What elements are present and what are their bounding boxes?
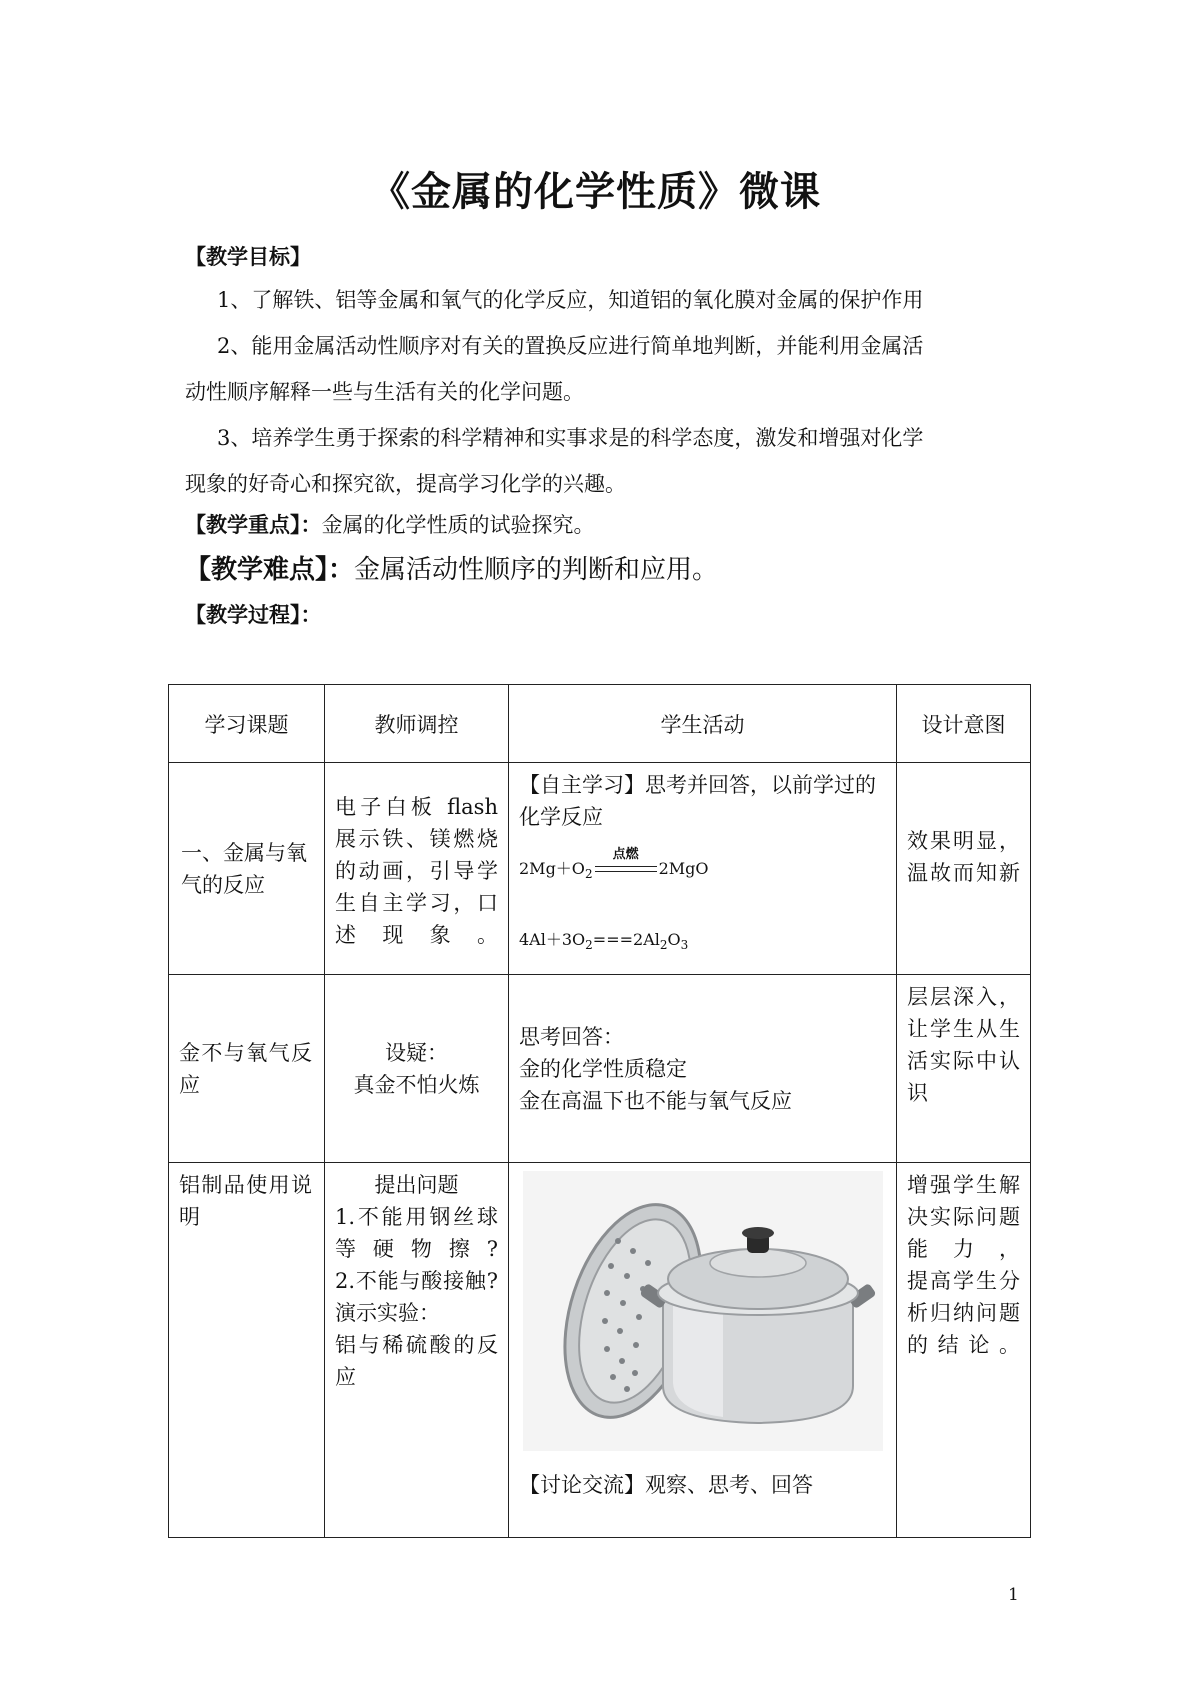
row2-student-cell — [509, 975, 897, 1163]
reaction-condition-sign: 点燃 — [595, 863, 657, 877]
table-row-aluminum — [169, 1163, 1031, 1538]
row2-topic-cell — [169, 975, 325, 1163]
row3-student-cell — [509, 1163, 897, 1538]
process-line: 【教学过程】： — [185, 603, 322, 627]
row1-topic-cell — [169, 763, 325, 975]
difficulty-label: 【教学难点】 — [185, 555, 329, 585]
row1-teacher-cell — [325, 763, 509, 975]
row3-topic: 铝制品使用说明 — [179, 1173, 312, 1229]
goal-item-1: 1、了解铁、铝等金属和氧气的化学反应，知道铝的氧化膜对金属的保护作用 — [217, 288, 924, 312]
row3-topic-cell — [169, 1163, 325, 1538]
header-teacher: 教师调控 — [325, 685, 509, 763]
row1-topic: 一、金属与氧气的反应 — [181, 840, 307, 897]
row2-student-line-3: 金在高温下也不能与氧气反应 — [519, 1088, 792, 1113]
table-header-row — [169, 685, 1031, 763]
row1-student-intro: 【自主学习】思考并回答，以前学过的化学反应 — [519, 773, 876, 829]
focus-line: 【教学重点】：金属的化学性质的试验探究。 — [185, 513, 595, 537]
row1-teacher: 电子白板 flash 展示铁、镁燃烧的动画，引导学生自主学习，口述现象。 — [335, 795, 498, 947]
row2-topic: 金不与氧气反应 — [179, 1040, 312, 1097]
page-title: 《金属的化学性质》微课 — [370, 169, 821, 215]
goals-heading: 【教学目标】 — [185, 245, 311, 269]
equation-mg: $2Mg+O_2$ 点燃 2MgO — [519, 846, 709, 882]
row2-teacher-line-2: 真金不怕火炼 — [353, 1072, 480, 1097]
table-row-gold — [169, 975, 1031, 1163]
goals-body — [185, 277, 1020, 507]
goal-item-3-line-2: 现象的好奇心和探究欲，提高学习化学的兴趣。 — [185, 472, 626, 496]
aluminum-pot-image — [523, 1171, 883, 1451]
goal-item-2-line-2: 动性顺序解释一些与生活有关的化学问题。 — [185, 380, 584, 404]
row3-teacher-line-4: 演示实验： — [335, 1301, 440, 1325]
process-label: 【教学过程】 — [185, 603, 301, 627]
focus-label: 【教学重点】 — [185, 513, 301, 537]
row1-purpose-cell — [897, 763, 1031, 975]
table-row-oxygen — [169, 763, 1031, 975]
row2-teacher-cell — [325, 975, 509, 1163]
row2-purpose: 层层深入，让学生从生活实际中认识 — [907, 985, 1020, 1105]
row3-teacher-cell — [325, 1163, 509, 1538]
row2-teacher-line-1: 设疑： — [385, 1040, 448, 1065]
row3-teacher-line-3: 2.不能与酸接触? — [335, 1269, 498, 1293]
header-student: 学生活动 — [509, 685, 897, 763]
row3-purpose-line-2: 提高学生分析归纳问题的结论。 — [907, 1269, 1020, 1357]
row2-student-line-2: 金的化学性质稳定 — [519, 1056, 687, 1081]
difficulty-text: 金属活动性顺序的判断和应用。 — [354, 555, 719, 585]
difficulty-line: 【教学难点】：金属活动性顺序的判断和应用。 — [185, 555, 719, 585]
row1-student-cell — [509, 763, 897, 975]
row3-teacher-line-2: 1.不能用钢丝球等硬物擦? — [335, 1205, 498, 1261]
row3-teacher-line-5: 铝与稀硫酸的反应 — [335, 1333, 498, 1389]
page-number: 1 — [1008, 1585, 1019, 1605]
row3-purpose-line-1: 增强学生解决实际问题能力， — [907, 1173, 1020, 1261]
goal-item-3-line-1: 3、培养学生勇于探索的科学精神和实事求是的科学态度，激发和增强对化学 — [217, 426, 924, 450]
lesson-table — [168, 684, 1031, 1538]
row1-purpose: 效果明显，温故而知新 — [907, 829, 1020, 885]
focus-text: 金属的化学性质的试验探究。 — [321, 513, 595, 537]
header-topic: 学习课题 — [169, 685, 325, 763]
row3-student-caption: 【讨论交流】观察、思考、回答 — [519, 1473, 813, 1497]
row3-purpose-cell — [897, 1163, 1031, 1538]
row3-teacher-line-1: 提出问题 — [374, 1173, 459, 1197]
goal-item-2-line-1: 2、能用金属活动性顺序对有关的置换反应进行简单地判断，并能利用金属活 — [217, 334, 924, 358]
row2-student-line-1: 思考回答： — [519, 1024, 624, 1049]
header-purpose: 设计意图 — [897, 685, 1031, 763]
row2-purpose-cell — [897, 975, 1031, 1163]
equation-al: $4Al+3O_2===2Al_2O_3$ — [519, 930, 689, 953]
